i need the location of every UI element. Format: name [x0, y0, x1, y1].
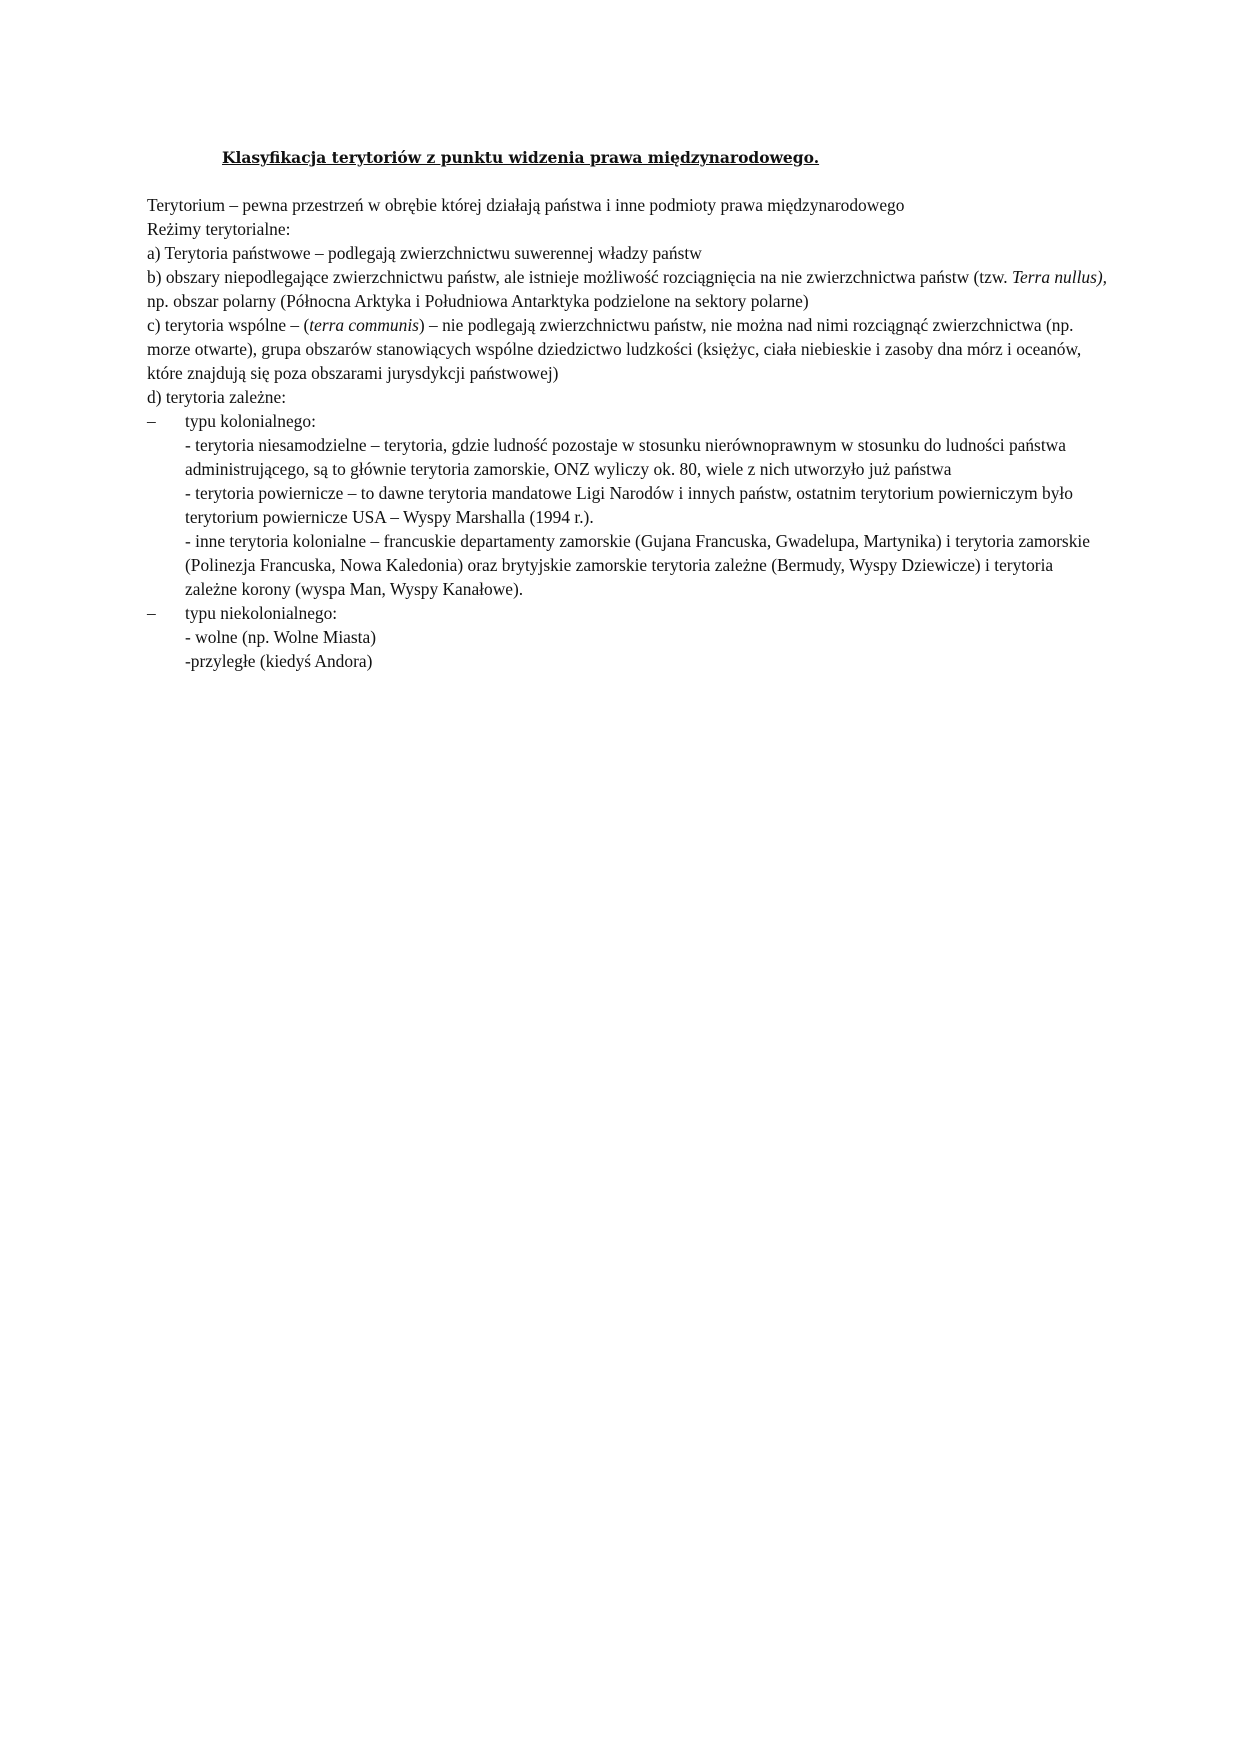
regime-item-b-text-1: b) obszary niepodlegające zwierzchnictwu państw, ale istnieje możliwość rozciągnięcia na nie zwierzchnictwa państw (tzw.: [147, 267, 1012, 287]
noncolonial-sub-free: - wolne (np. Wolne Miasta): [185, 627, 376, 647]
territory-definition: Terytorium – pewna przestrzeń w obrębie której działają państwa i inne podmioty prawa międzynarodowego: [147, 195, 905, 215]
noncolonial-sub-adjacent: -przyległe (kiedyś Andora): [185, 651, 373, 671]
noncolonial-list-item: [147, 601, 1107, 673]
colonial-sub-other: - inne terytoria kolonialne – francuskie departamenty zamorskie (Gujana Francuska, Gwadelupa, Martynika) i terytoria zamorskie (Polinezja Francuska, Nowa Kaledonia) oraz brytyjskie zamorskie terytoria zależne (Bermudy, Wyspy Dziewicze) i terytoria zależne korony (wyspa Man, Wyspy Kanałowe).: [185, 531, 1090, 599]
colonial-sub-trust: - terytoria powiernicze – to dawne terytoria mandatowe Ligi Narodów i innych państw, ostatnim terytorium powierniczym było terytorium powiernicze USA – Wyspy Marshalla (1994 r.).: [185, 483, 1073, 527]
regime-item-c: [147, 313, 1107, 385]
colonial-sub-non-self-governing: - terytoria niesamodzielne – terytoria, gdzie ludność pozostaje w stosunku nierównoprawnym w stosunku do ludności państwa administrującego, są to głównie terytoria zamorskie, ONZ wyliczy ok. 80, wiele z nich utworzyło już państwa: [185, 435, 1066, 479]
regime-item-c-text-2: ) – nie podlegają zwierzchnictwu państw, nie można nad nimi rozciągnąć zwierzchnictwa (np. morze otwarte), grupa obszarów stanowiących wspólne dziedzictwo ludzkości (księżyc, ciała niebieskie i zasoby dna mórz i oceanów, które znajdują się poza obszarami jurysdykcji państwowej): [147, 315, 1082, 383]
noncolonial-heading: typu niekolonialnego:: [185, 603, 338, 623]
regimes-heading: Reżimy terytorialne:: [147, 219, 291, 239]
regime-item-b-italic: Terra nullus),: [1011, 267, 1108, 287]
regime-item-c-text-1: c) terytoria wspólne – (: [147, 315, 310, 335]
regime-item-c-italic: terra communis: [309, 315, 419, 335]
regime-item-b-text-2: np. obszar polarny (Północna Arktyka i Południowa Antarktyka podzielone na sektory polarne): [147, 291, 809, 311]
document-body: [147, 146, 1107, 673]
regime-item-d: d) terytoria zależne:: [147, 387, 287, 407]
regime-item-a: a) Terytoria państwowe – podlegają zwierzchnictwu suwerennej władzy państw: [147, 243, 702, 263]
document-title: Klasyfikacja terytoriów z punktu widzenia prawa międzynarodowego.: [222, 148, 820, 167]
colonial-list-item: [147, 409, 1107, 601]
dash-bullet: –: [147, 411, 156, 431]
dash-bullet: –: [147, 603, 156, 623]
colonial-heading: typu kolonialnego:: [185, 411, 316, 431]
regime-item-b: [147, 265, 1107, 313]
